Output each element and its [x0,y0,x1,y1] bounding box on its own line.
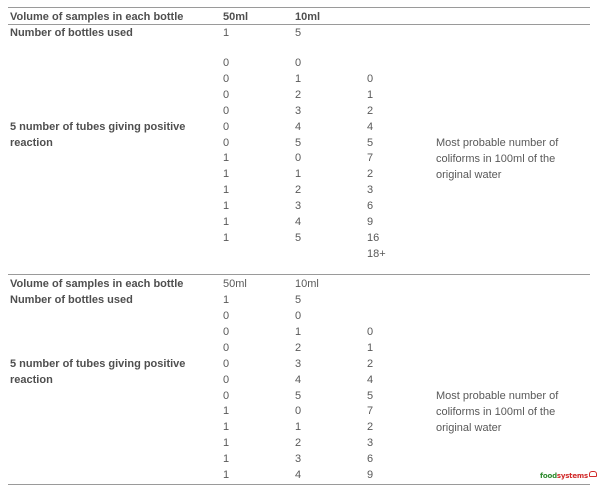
table1-tubes-label-line2: reaction [10,137,53,149]
table-cell: 1 [223,216,230,228]
table-cell: 1 [223,453,230,466]
table-cell: 3 [367,184,374,197]
table1-mpn-note [436,135,586,183]
table1-header-rule [8,24,590,25]
foodsystems-logo [540,471,597,480]
table2-mpn-note-line3: original water [436,422,502,434]
table-cell: 0 [295,57,302,69]
table-cell: 2 [295,184,302,197]
bottom-rule [8,484,590,485]
table-cell: 1 [295,168,302,181]
table-cell: 2 [367,421,374,434]
table-cell: 4 [295,120,302,133]
table-cell: 9 [367,216,374,228]
table2-tubes-label-line2: reaction [10,374,53,386]
table-cell: 0 [223,341,230,354]
table-cell: 0 [223,104,230,117]
table-cell: 0 [367,325,374,338]
table-cell: 6 [367,453,374,466]
table-cell: 5 [367,389,374,402]
table-cell: 4 [367,373,374,386]
table1-bottles-col1: 1 [223,27,230,39]
logo-text-systems: systems [556,472,588,480]
table-cell: 0 [223,136,230,149]
table2-tubes-label-line1: 5 number of tubes giving positive [10,358,186,370]
table-cell: 7 [367,152,374,165]
table-cell: 5 [295,136,302,149]
table-cell: 1 [367,88,374,101]
table1-top-rule [8,7,590,8]
table2-bottles-label: Number of bottles used [10,294,133,306]
table-cell: 1 [223,152,230,165]
table2-top-rule [8,274,590,275]
table-cell: 2 [367,104,374,117]
table1-mpn-note-line3: original water [436,169,502,181]
table-cell: 5 [295,389,302,402]
table-cell: 1 [223,184,230,197]
table-cell: 0 [295,310,302,322]
table-cell: 1 [223,231,230,244]
table-cell: 1 [295,325,302,338]
table-cell: 0 [295,152,302,165]
table-cell: 3 [295,357,302,370]
table-cell: 1 [223,168,230,181]
table-cell: 1 [295,421,302,434]
table-cell: 0 [223,310,230,322]
table-cell: 2 [295,437,302,450]
table-cell: 3 [295,453,302,466]
table-cell: 0 [367,72,374,85]
table-cell: 0 [223,72,230,85]
logo-swoosh-icon [589,471,597,477]
table2-header-label: Volume of samples in each bottle [10,278,184,290]
table-cell: 1 [223,200,230,213]
table-cell: 1 [367,341,374,354]
table-cell: 4 [367,120,374,133]
table-cell: 1 [223,421,230,434]
table-cell: 9 [367,469,374,481]
table1-header-col2: 10ml [295,11,321,23]
table1-header-label: Volume of samples in each bottle [10,11,184,23]
table1-mpn-note-line1: Most probable number of [436,137,559,149]
table-cell: 1 [295,72,302,85]
table-cell: 0 [223,88,230,101]
table-cell: 1 [223,437,230,450]
table-cell: 16 [367,231,380,244]
table-cell: 3 [295,200,302,213]
table-cell: 5 [367,136,374,149]
table-cell: 3 [295,104,302,117]
table-cell: 2 [295,88,302,101]
table-cell: 0 [223,357,230,370]
table1-bottles-col2: 5 [295,27,302,39]
table1-bottles-label: Number of bottles used [10,27,133,39]
table2-mpn-note-line1: Most probable number of [436,390,559,402]
table-cell: 4 [295,373,302,386]
table2-header-col2: 10ml [295,278,319,290]
table1-mpn-note-line2: coliforms in 100ml of the [436,153,556,165]
table2-bottles-col2: 5 [295,294,302,306]
table-cell: 7 [367,405,374,418]
table-cell: 0 [295,405,302,418]
table2-header-col1: 50ml [223,278,247,290]
table2-mpn-note-line2: coliforms in 100ml of the [436,406,556,418]
table-cell: 2 [367,357,374,370]
table-cell: 0 [223,389,230,402]
table-cell: 0 [223,373,230,386]
table-cell: 6 [367,200,374,213]
table-cell: 2 [295,341,302,354]
table-cell: 18+ [367,247,386,260]
table-cell: 1 [223,405,230,418]
table-cell: 0 [223,57,230,69]
table-cell: 3 [367,437,374,450]
table1-header-col1: 50ml [223,11,249,23]
table-cell: 1 [223,469,230,481]
table-cell: 4 [295,469,302,481]
table-cell: 0 [223,325,230,338]
table-cell: 4 [295,216,302,228]
table-cell: 0 [223,120,230,133]
table1-tubes-label-line1: 5 number of tubes giving positive [10,121,186,133]
table2-mpn-note [436,388,586,436]
table2-bottles-col1: 1 [223,294,230,306]
table-cell: 2 [367,168,374,181]
logo-text-food: food [540,472,557,480]
table-cell: 5 [295,231,302,244]
